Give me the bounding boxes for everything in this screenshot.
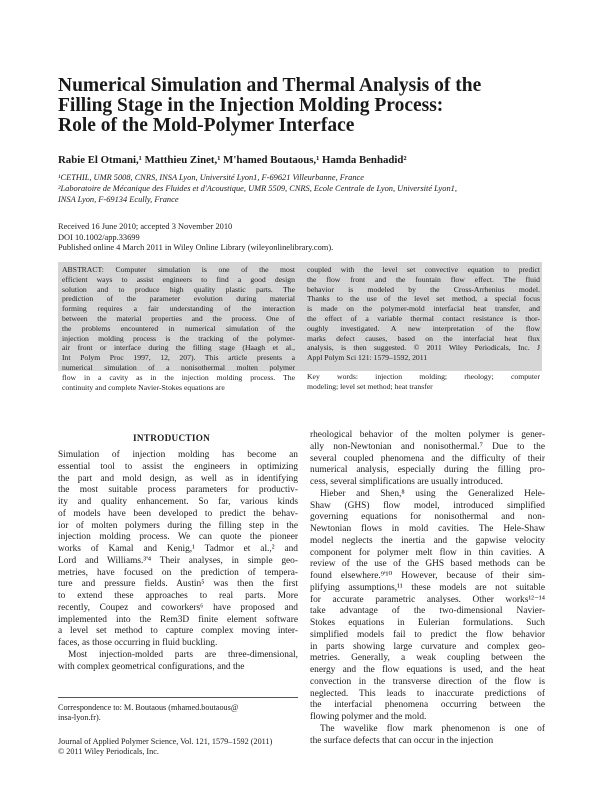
section-heading: INTRODUCTION	[133, 433, 211, 443]
publication-history	[58, 222, 333, 254]
body-text-line: take advantage of the two-dimensional Navier-	[310, 606, 545, 617]
body-text-line: plifying assumptions,¹¹ these models are not suitable	[310, 582, 545, 593]
published-line: Published online 4 March 2011 in Wiley Online Library (wileyonlinelibrary.com).	[58, 243, 334, 252]
body-text-line: for accurate parametric analyses. Other works¹²⁻¹⁴	[310, 594, 545, 605]
abstract-line: behavior is modeled by the Cross-Arrhenius model.	[307, 284, 540, 294]
abstract-line: is made on the polymer-mold interfacial heat transfer, and	[307, 304, 540, 314]
body-text-line: in parts showing large curvature and complex geo-	[310, 641, 545, 652]
body-text-line: the interfacial phenomena occurring between the	[310, 700, 545, 711]
title-line: Role of the Mold-Polymer Interface	[58, 115, 355, 136]
author-list: Rabie El Otmani,¹ Matthieu Zinet,¹ M'hamed Boutaous,¹ Hamda Benhadid²	[58, 154, 407, 166]
abstract-line: Thanks to the use of the level set method, a special focus	[307, 294, 540, 304]
body-text-line: Most injection-molded parts are three-dimensional,	[68, 649, 298, 660]
abstract-line: forming requires a fair understanding of the interaction	[62, 304, 295, 314]
abstract-line: oughly investigated. A new interpretation of the flow	[307, 323, 540, 333]
abstract-left-column	[62, 265, 295, 392]
body-text-line: recently, Coupez and coworkers⁶ have proposed and	[58, 602, 298, 613]
abstract-line: marks defect causes, based on the interfacial heat flux	[307, 333, 540, 343]
body-text-line: rheological behavior of the molten polymer is gener-	[310, 430, 545, 440]
keywords-line: Key words: injection molding; rheology; computer	[307, 371, 540, 381]
affiliation-line: ¹CETHIL, UMR 5008, CNRS, INSA Lyon, Université Lyon1, F-69621 Villeurbanne, France	[58, 173, 364, 182]
correspondence-line: insa-lyon.fr).	[58, 713, 101, 722]
abstract-line: flow in a cavity as in the injection molding process. The	[62, 372, 295, 382]
body-text-line: metries, have focused on the prediction of tempera-	[58, 567, 298, 578]
abstract-line: injection molding process is the tracking of the polymer-	[62, 333, 295, 343]
body-text-line: review of the use of the GHS based methods can be	[310, 559, 545, 570]
body-text-line: ior of molten polymers during the filling step in the	[58, 520, 298, 531]
right-body-column	[310, 430, 545, 747]
body-text-line: numerical analysis, especially during the filling pro-	[310, 465, 545, 476]
abstract-line: Appl Polym Sci 121: 1579–1592, 2011	[307, 353, 428, 363]
paper-title	[58, 76, 558, 136]
body-text-line: works of Kamal and Kenig,¹ Tadmor et al.,² and	[58, 544, 298, 554]
body-text-line: model neglects the inertia and the gapwise velocity	[310, 535, 545, 546]
body-text-line: the most suitable process parameters for productiv-	[58, 485, 298, 496]
journal-line: Journal of Applied Polymer Science, Vol. 121, 1579–1592 (2011)	[58, 737, 273, 746]
body-text-line: Hieber and Shen,⁸ using the Generalized Hele-	[320, 488, 545, 499]
abstract-line: Int Polym Proc 1997, 12, 207). This article presents a	[62, 353, 295, 363]
body-text-line: essential tool to assist the engineers in optimizing	[58, 461, 298, 472]
received-line: Received 16 June 2010; accepted 3 November 2010	[58, 222, 233, 231]
body-text-line: ity and quality enhancement. So far, various kinds	[58, 497, 298, 507]
body-text-line: neglected. This leads to inaccurate predictions of	[310, 688, 545, 699]
body-text-line: governing equations for nonisothermal and non-	[310, 512, 545, 523]
abstract-line: continuity and complete Navier-Stokes equations are	[62, 382, 225, 392]
body-text-line: the surface defects that can occur in the injection	[310, 735, 494, 746]
body-text-line: Newtonian flows in mold cavities. The Hele-Shaw	[310, 524, 545, 534]
body-text-line: faces, as those occurring in fluid buckling.	[58, 638, 218, 648]
body-text-line: flowing polymer and the mold.	[310, 712, 427, 722]
doi-line: DOI 10.1002/app.33699	[58, 232, 140, 242]
body-text-line: with complex geometrical configurations, and the	[58, 661, 245, 672]
body-text-line: a level set method to capture complex moving inter-	[58, 626, 298, 637]
body-text-line: several coupled phenomena and the difficulty of their	[310, 453, 545, 464]
journal-citation	[58, 737, 272, 757]
body-text-line: metries. Generally, a weak coupling between the	[310, 653, 545, 664]
body-text-line: cess, several simplifications are usually introduced.	[310, 477, 503, 487]
abstract-line: prediction of the parameter evolution during material	[62, 294, 295, 304]
body-text-line: simplified models fail to predict the flow behavior	[310, 629, 545, 640]
body-text-line: to extend these approaches to real parts. More	[58, 591, 298, 601]
abstract-line: analysis, is then suggested. © 2011 Wiley Periodicals, Inc. J	[307, 343, 540, 353]
abstract-line: solution and to produce high quality plastic parts. The	[62, 284, 295, 294]
correspondence-note	[58, 703, 238, 723]
body-text-line: convection in the transverse direction of the flow is	[310, 676, 545, 687]
abstract-line: efficient ways to assist engineers to find a good design	[62, 274, 295, 284]
abstract-line: coupled with the level set convective equation to predict	[307, 265, 540, 274]
footnote-rule	[58, 697, 298, 698]
body-text-line: energy and the flow equations is used, and the heat	[310, 665, 545, 675]
body-text-line: injection molding process. We can quote the pioneer	[58, 532, 298, 543]
body-text-line: Shaw (GHS) flow model, introduced simplified	[310, 500, 545, 511]
correspondence-line: Correspondence to: M. Boutaous (mhamed.boutaous@	[58, 703, 239, 712]
abstract-line: air front or interface during the filling stage (Haagh et al.,	[62, 343, 295, 353]
body-text-line: Simulation of injection molding has become an	[58, 450, 298, 460]
affiliation-line: ²Laboratoire de Mécanique des Fluides et d'Acoustique, UMR 5509, CNRS, Ecole Centrale de Lyon, Université Lyon1,	[58, 184, 457, 193]
body-text-line: Stokes equations in Eulerian formulations. Such	[310, 618, 545, 628]
body-text-line: The wavelike flow mark phenomenon is one of	[320, 723, 545, 734]
keywords-line: modeling; level set method; heat transfer	[307, 381, 433, 391]
body-text-line: of models have been developed to predict the behav-	[58, 508, 298, 519]
body-text-line: the part and mold design, as well as in identifying	[58, 473, 298, 484]
title-line: Filling Stage in the Injection Molding Process:	[58, 95, 444, 116]
body-text-line: implemented into the Rem3D finite element software	[58, 614, 298, 625]
abstract-line: numerical simulation of a nonisothermal molten polymer	[62, 362, 295, 372]
title-line: Numerical Simulation and Thermal Analysis of the	[58, 75, 482, 96]
affiliation-line: INSA Lyon, F-69134 Ecully, France	[58, 195, 179, 204]
body-text-line: Lord and Williams.³'⁴ Their analyses, in simple geo-	[58, 555, 298, 566]
left-body-column	[58, 450, 298, 673]
abstract-line: between the material properties and the process. One of	[62, 313, 295, 323]
affiliations	[58, 172, 558, 205]
abstract-line: the flow front and the fountain flow effect. The fluid	[307, 274, 540, 284]
body-text-line: ally non-Newtonian and nonisothermal.⁷ Due to the	[310, 441, 545, 452]
body-text-line: component for polymer melt flow in thin cavities. A	[310, 547, 545, 558]
body-text-line: ture and pressure fields. Austin⁵ was then the first	[58, 579, 298, 590]
abstract-line: ABSTRACT: Computer simulation is one of the most	[62, 265, 295, 274]
abstract-right-column	[307, 265, 540, 392]
body-text-line: found elsewhere.⁹'¹⁰ However, because of their sim-	[310, 571, 545, 581]
copyright-line: © 2011 Wiley Periodicals, Inc.	[58, 747, 159, 756]
abstract-line: the problems encountered in numerical simulation of the	[62, 323, 295, 333]
keywords-spacer	[307, 363, 540, 372]
abstract-line: the effect of a variable thermal contact resistance is thor-	[307, 313, 540, 323]
